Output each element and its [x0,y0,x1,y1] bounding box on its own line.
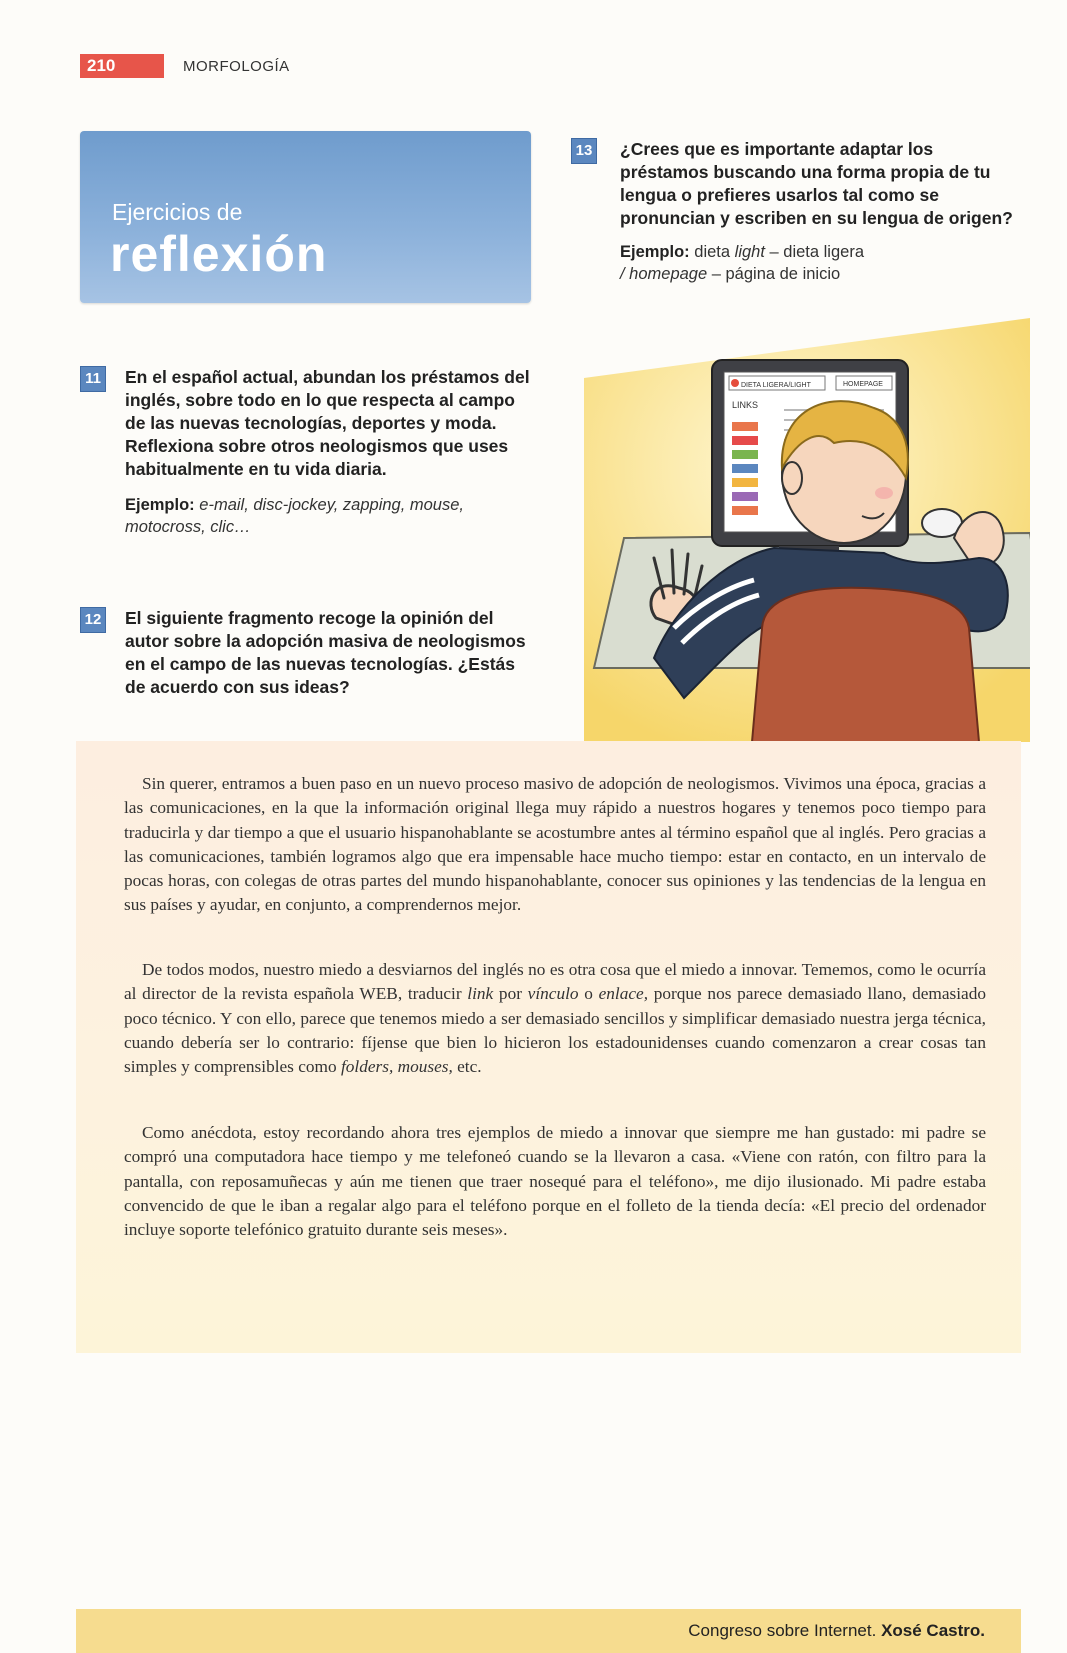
ex1-b: light [734,243,765,261]
source-title: Congreso sobre Internet. [688,1621,877,1640]
screen-links-label: LINKS [732,400,759,410]
boy-at-computer-illustration [584,318,1030,742]
chair [752,588,979,742]
quote-box [76,741,1021,1640]
p2-e: etc. [452,1057,482,1077]
example-label: Ejemplo: [125,496,195,514]
screen-tab-diet: DIETA LIGERA/LIGHT [741,382,811,389]
title-box [80,131,531,303]
p2-c: o [578,984,599,1004]
apple-icon [731,379,739,387]
p2-enlace: enlace, [598,984,649,1004]
example-words: e-mail, disc-jockey, zapping, mouse, motocross, clic… [125,496,464,536]
quote-paragraph-1: Sin querer, entramos a buen paso en un nuevo proceso masivo de adopción de neologismos. Vivimos una época, gracias a las comunicaciones, en la que la información original llega muy rápido a nuestros hogares y tenemos poco tiempo para traducirla y dar tiempo a que el usuario hispanohablante se acostumbre antes al término español que al inglés. Pero gracias a las comunicaciones, también logramos algo que era impensable hace mucho tiempo: estar en contacto, en un intervalo de pocas horas, con colegas de otras partes del mundo hispanohablante, conocer sus opiniones y las tendencias de la lengua en sus países y ayudar, en conjunto, a comprendernos mejor. [124,774,986,915]
quote-paragraph-2 [124,958,986,1079]
ex2-c: – página de inicio [707,265,841,283]
exercise-11-text: En el español actual, abundan los préstamos del inglés, sobre todo en lo que respecta al campo de las nuevas tecnologías, deportes y moda. Reflexiona sobre otros neologismos que uses habitualmente en tu vida diaria. [125,367,530,479]
p2-vinculo: vínculo [527,984,579,1004]
exercise-number-12: 12 [80,607,106,633]
title-line-big: reflexión [110,226,328,282]
example-label: Ejemplo: [620,243,690,261]
p2-b: por [493,984,528,1004]
exercise-13-example [620,241,1020,285]
quote-source [688,1621,985,1641]
p2-folders: folders, mouses, [340,1057,453,1077]
ex2-b: homepage [629,265,708,283]
p2-d: porque nos parece demasiado llano, demasiado poco técnico. Y con ello, parece que tenemos miedo a ser demasiado sencillos y simplificar demasiado nuestra jerga técnica, cuando debería ser lo contrario: fíjense que bien lo hicieron los estadounidenses cuando comenzaron a crear cosas tan simples y comprensibles como [124,984,987,1077]
p2-link: link [467,984,494,1004]
screen-tab-homepage: HOMEPAGE [843,381,883,388]
ex1-a: dieta [694,243,735,261]
example-line-2 [620,263,1020,285]
exercise-13-text: ¿Crees que es importante adaptar los préstamos buscando una forma propia de tu lengua o prefieres usarlos tal como se pronuncian y escriben en su lengua de origen? [620,139,1013,228]
exercise-number-13: 13 [571,138,597,164]
exercise-11-example [125,494,505,538]
example-line-1 [620,241,1020,263]
ex1-c: – dieta ligera [764,243,865,261]
quote-paragraph-3: Como anécdota, estoy recordando ahora tres ejemplos de miedo a innovar que siempre me han gustado: mi padre se compró una computadora hace tiempo y me telefoneó cuando se la llevaron a casa. «Viene con ratón, con filtro para la pantalla, con reposamuñecas y aún me tienen que traer nosequé para el teléfono», me dijo ilusionado. Mi padre estaba convencido de que le iban a regalar algo para el teléfono porque en el folleto de la tienda decía: «El precio del ordenador incluye soporte telefónico gratuito durante seis meses». [124,1123,986,1240]
quote-source-band [76,1609,1021,1653]
section-label: MORFOLOGÍA [183,58,290,75]
exercise-number-11: 11 [80,366,106,392]
source-author: Xosé Castro. [881,1621,985,1640]
boy-ear [782,462,802,494]
page-number: 210 [80,54,164,78]
p2-a: De todos modos, nuestro miedo a desviarnos del inglés no es otra cosa que el miedo a innovar. Tememos, como le ocurría al director de la revista española WEB, traducir [124,960,986,1004]
title-line-small: Ejercicios de [112,199,243,225]
exercise-12-text: El siguiente fragmento recoge la opinión del autor sobre la adopción masiva de neologismos en el campo de las nuevas tecnologías. ¿Estás de acuerdo con sus ideas? [125,608,526,697]
ex2-a: / [620,265,630,283]
